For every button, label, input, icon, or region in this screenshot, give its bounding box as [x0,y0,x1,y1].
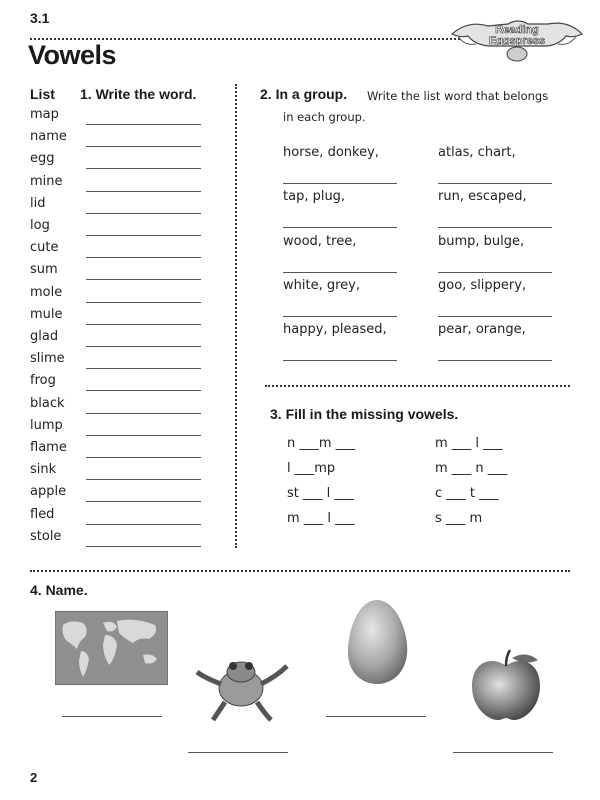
write-word-line[interactable] [86,501,201,502]
write-word-line[interactable] [86,346,201,347]
reading-eggspress-logo [448,16,586,64]
list-word: frog [30,373,56,389]
group-answer-line[interactable] [283,183,397,184]
write-word-line[interactable] [86,168,201,169]
write-word-line[interactable] [86,257,201,258]
write-word-line[interactable] [86,235,201,236]
section1-heading: 1. Write the word. [80,86,197,102]
list-word: black [30,395,65,411]
list-heading: List [30,86,55,102]
list-word: cute [30,240,59,256]
list-word: sum [30,262,58,278]
section2-heading: 2. In a group. [260,86,348,102]
name-line-2[interactable] [188,752,288,753]
list-word: egg [30,151,55,167]
group-clue: white, grey, [283,277,360,293]
write-word-line[interactable] [86,324,201,325]
missing-vowel-item[interactable]: m ___ n ___ [435,461,508,476]
apple-picture [466,648,546,722]
write-word-line[interactable] [86,390,201,391]
section4-heading: 4. Name. [30,582,88,598]
group-clue: goo, slippery, [438,277,527,293]
group-answer-line[interactable] [438,183,552,184]
missing-vowel-item[interactable]: c ___ t ___ [435,486,499,501]
group-answer-line[interactable] [438,360,552,361]
section-divider [265,385,570,387]
group-clue: run, escaped, [438,189,527,205]
group-clue: horse, donkey, [283,145,379,160]
list-word: log [30,218,50,233]
page-number: 2 [30,770,38,785]
name-line-1[interactable] [62,716,162,717]
group-answer-line[interactable] [438,272,552,273]
group-answer-line[interactable] [438,316,552,317]
svg-text:Reading: Reading [495,24,539,36]
list-word: mole [30,284,63,300]
group-clue: happy, pleased, [283,322,387,338]
list-word: name [30,129,67,145]
write-word-line[interactable] [86,368,201,369]
write-word-line[interactable] [86,302,201,303]
group-answer-line[interactable] [438,227,552,228]
write-word-line[interactable] [86,191,201,192]
list-word: flame [30,440,67,455]
write-word-line[interactable] [86,457,201,458]
list-word: slime [30,351,65,367]
list-word: fled [30,506,55,522]
write-word-line[interactable] [86,279,201,280]
svg-text:Eggspress: Eggspress [488,35,546,47]
frog-picture [195,648,290,723]
missing-vowel-item[interactable]: l ___mp [287,461,336,476]
missing-vowel-item[interactable]: m ___ l ___ [287,511,355,526]
write-word-line[interactable] [86,413,201,414]
list-word: stole [30,528,62,544]
section2-instruction-cont: in each group. [283,110,366,124]
group-clue: pear, orange, [438,322,526,338]
group-answer-line[interactable] [283,316,397,317]
write-word-line[interactable] [86,435,201,436]
list-word: mine [30,173,63,189]
write-word-line[interactable] [86,124,201,125]
group-clue: atlas, chart, [438,145,516,160]
group-clue: bump, bulge, [438,233,525,249]
list-word: lid [30,195,46,211]
missing-vowel-item[interactable]: st ___ l ___ [287,486,354,501]
name-line-3[interactable] [326,716,426,717]
list-word: map [30,107,59,122]
write-word-line[interactable] [86,546,201,547]
page-title: Vowels [28,40,117,70]
name-line-4[interactable] [453,752,553,753]
list-word: sink [30,462,57,478]
missing-vowel-item[interactable]: n ___m ___ [287,436,356,451]
world-map-picture [55,611,168,685]
list-word: apple [30,484,67,500]
list-word: lump [30,417,63,433]
egg-picture [345,598,410,686]
page-label: 3.1 [30,10,50,26]
write-word-line[interactable] [86,524,201,525]
group-answer-line[interactable] [283,360,397,361]
list-word: glad [30,329,59,344]
group-answer-line[interactable] [283,227,397,228]
section-divider-bottom [30,570,570,572]
write-word-line[interactable] [86,146,201,147]
section3-heading: 3. Fill in the missing vowels. [270,406,459,422]
write-word-line[interactable] [86,213,201,214]
section2-instruction: Write the list word that belongs [367,89,549,103]
write-word-line[interactable] [86,479,201,480]
missing-vowel-item[interactable]: m ___ l ___ [435,436,503,451]
missing-vowel-item[interactable]: s ___ m [435,511,483,526]
list-word: mule [30,306,63,322]
column-divider [235,84,237,548]
group-answer-line[interactable] [283,272,397,273]
group-clue: tap, plug, [283,189,346,205]
group-clue: wood, tree, [283,233,357,249]
